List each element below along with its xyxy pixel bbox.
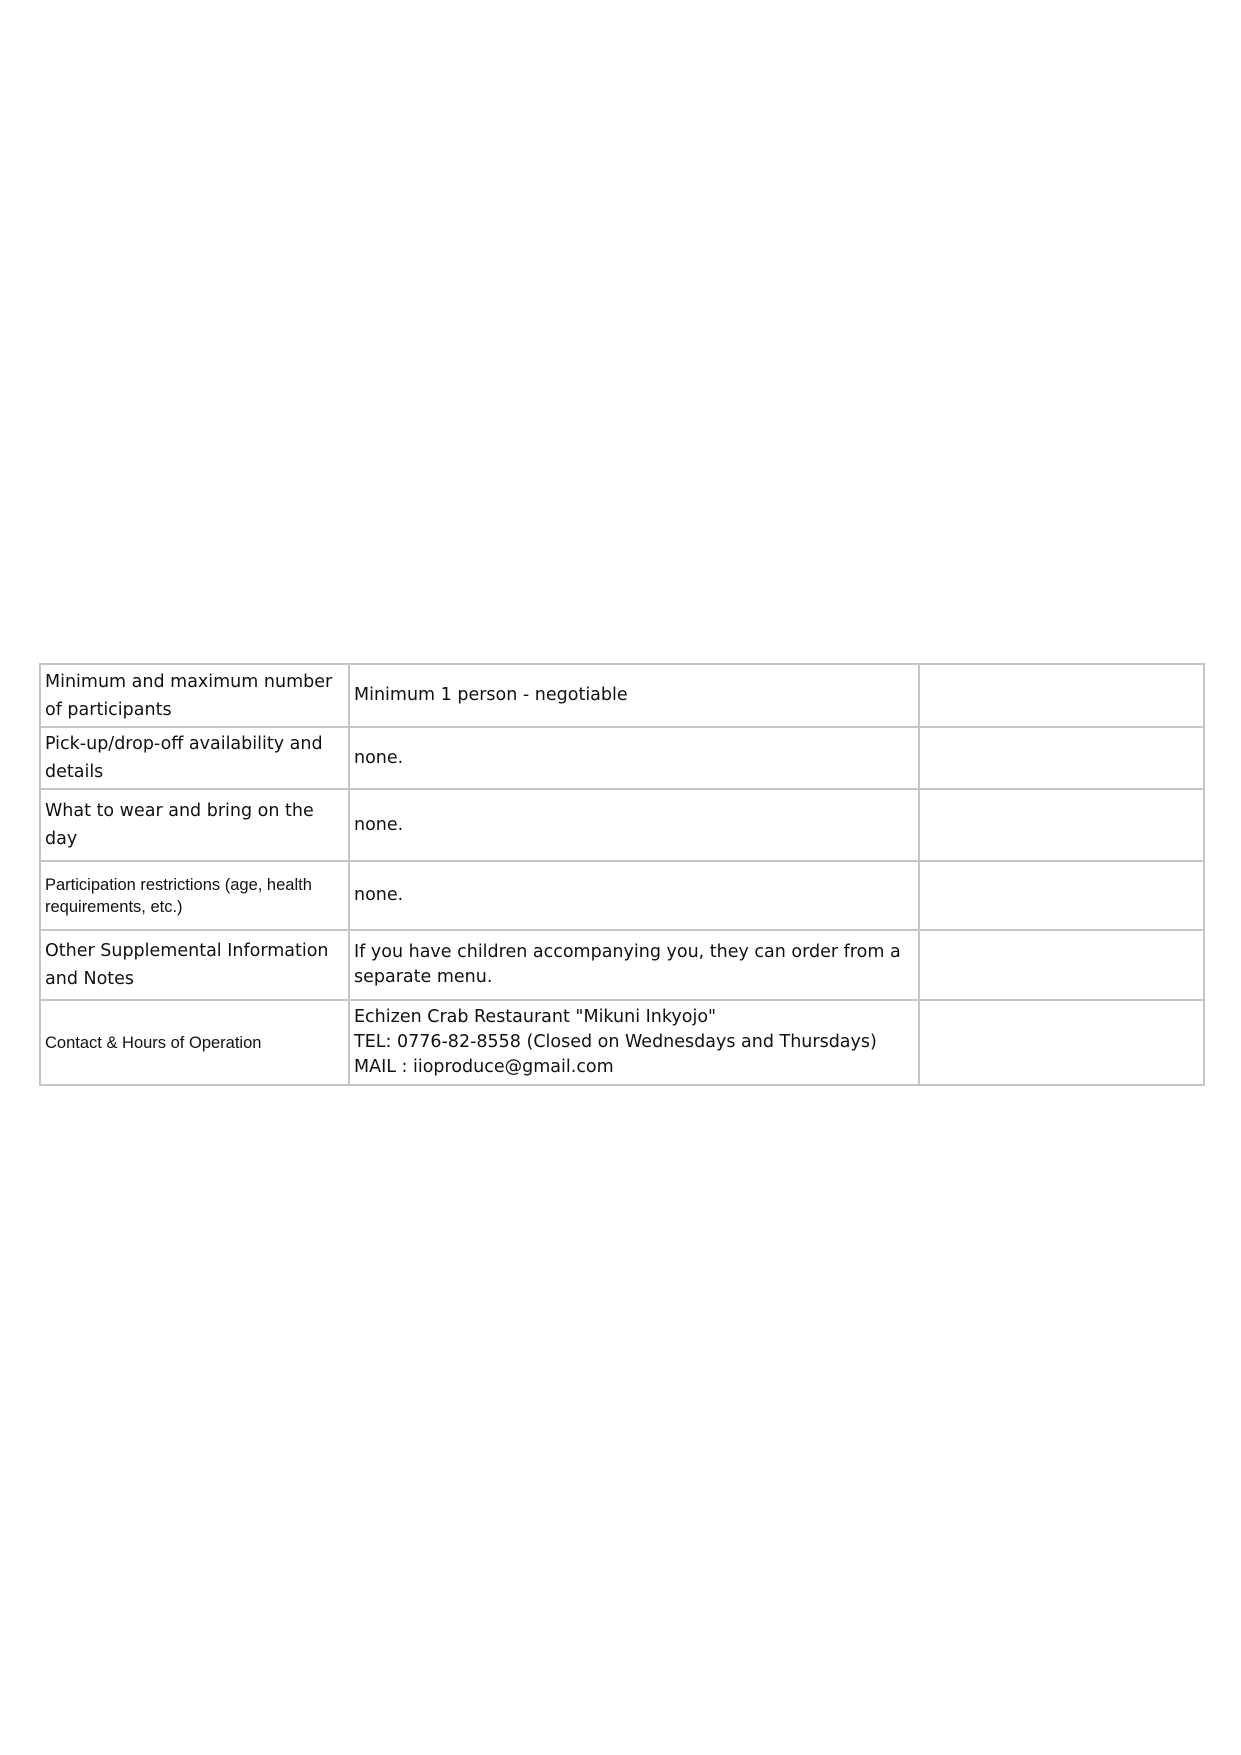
row-label-contact: Contact & Hours of Operation [40,1000,349,1085]
row-extra-cell [919,1000,1204,1085]
table-row [40,727,1204,789]
row-extra-cell [919,664,1204,727]
row-label-what-to-wear: What to wear and bring on the day [40,789,349,861]
row-value-contact [349,1000,919,1085]
tour-info-table [39,663,1205,1086]
row-label-restrictions: Participation restrictions (age, health requirements, etc.) [40,861,349,930]
row-label-participants: Minimum and maximum number of participants [40,664,349,727]
row-value-restrictions: none. [349,861,919,930]
row-label-notes: Other Supplemental Information and Notes [40,930,349,1000]
row-label-pickup: Pick-up/drop-off availability and details [40,727,349,789]
table-row [40,789,1204,861]
table-row [40,664,1204,727]
row-extra-cell [919,789,1204,861]
contact-restaurant-name: Echizen Crab Restaurant "Mikuni Inkyojo" [354,1007,717,1027]
row-value-pickup: none. [349,727,919,789]
table-row [40,861,1204,930]
row-extra-cell [919,861,1204,930]
table-row [40,1000,1204,1085]
row-value-notes: If you have children accompanying you, they can order from a separate menu. [349,930,919,1000]
row-value-what-to-wear: none. [349,789,919,861]
contact-email: MAIL : iioproduce@gmail.com [354,1057,614,1077]
contact-phone: TEL: 0776-82-8558 (Closed on Wednesdays and Thursdays) [354,1032,877,1052]
table-row [40,930,1204,1000]
row-extra-cell [919,727,1204,789]
row-value-participants: Minimum 1 person - negotiable [349,664,919,727]
row-extra-cell [919,930,1204,1000]
